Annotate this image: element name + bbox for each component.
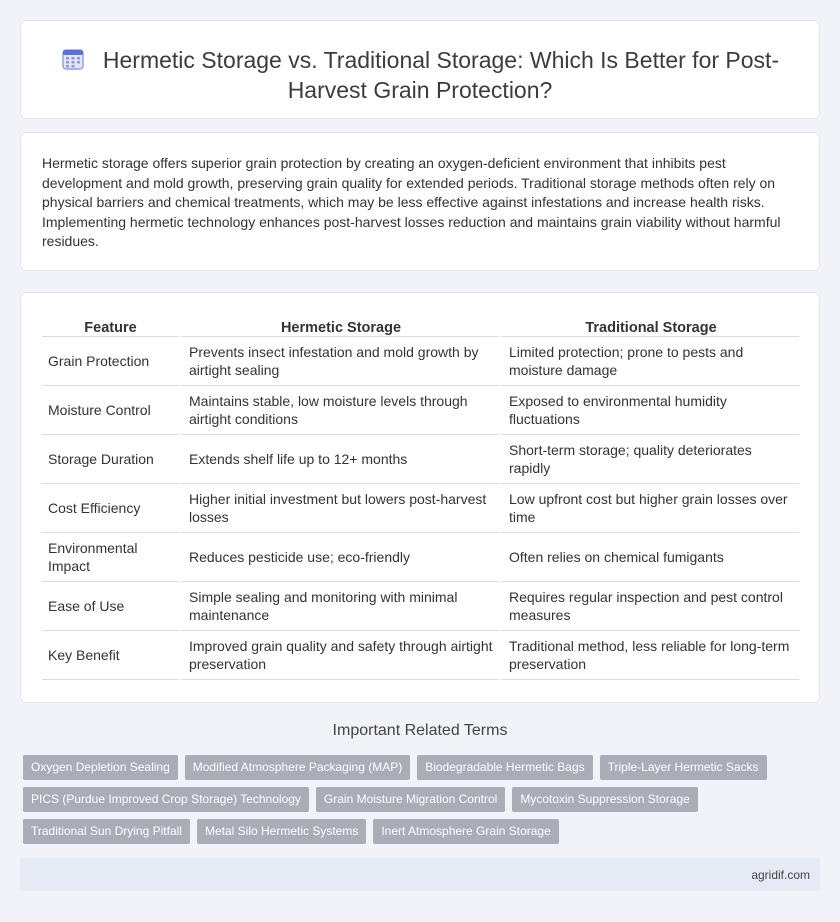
- hermetic-cell: Reduces pesticide use; eco-friendly: [179, 533, 499, 582]
- table-row: [42, 386, 799, 435]
- table-row: [42, 337, 799, 386]
- column-header-feature: Feature: [42, 315, 179, 337]
- tag-row: [23, 819, 783, 844]
- column-header-hermetic: Hermetic Storage: [179, 315, 499, 337]
- feature-cell: Environmental Impact: [42, 533, 179, 582]
- traditional-cell: Requires regular inspection and pest control measures: [499, 582, 799, 631]
- related-term-tag[interactable]: Traditional Sun Drying Pitfall: [23, 819, 190, 844]
- related-terms-heading: Important Related Terms: [332, 722, 508, 739]
- calendar-icon: [61, 47, 85, 71]
- footer-site-link[interactable]: agridif.com: [751, 868, 810, 882]
- related-term-tag[interactable]: Grain Moisture Migration Control: [316, 787, 505, 812]
- hermetic-cell: Maintains stable, low moisture levels through airtight conditions: [179, 386, 499, 435]
- table-row: [42, 533, 799, 582]
- footer-bar: [20, 858, 820, 891]
- hermetic-cell: Extends shelf life up to 12+ months: [179, 435, 499, 484]
- intro-paragraph: Hermetic storage offers superior grain protection by creating an oxygen-deficient environment that inhibits pest development and mold growth, preserving grain quality for extended periods. Traditional storage methods often rely on physical barriers and chemical treatments, which may be less effective against infestations and increase health risks. Implementing hermetic technology enhances post-harvest losses reduction and maintains grain viability without harmful residues.: [42, 155, 781, 250]
- table-row: [42, 582, 799, 631]
- related-term-tag[interactable]: Metal Silo Hermetic Systems: [197, 819, 366, 844]
- related-term-tag[interactable]: Inert Atmosphere Grain Storage: [373, 819, 558, 844]
- feature-cell: Key Benefit: [42, 631, 179, 680]
- related-term-tag[interactable]: Modified Atmosphere Packaging (MAP): [185, 755, 410, 780]
- traditional-cell: Limited protection; prone to pests and moisture damage: [499, 337, 799, 386]
- traditional-cell: Low upfront cost but higher grain losses over time: [499, 484, 799, 533]
- intro-card: [20, 132, 820, 271]
- table-row: [42, 484, 799, 533]
- related-term-tag[interactable]: Mycotoxin Suppression Storage: [512, 787, 697, 812]
- feature-cell: Ease of Use: [42, 582, 179, 631]
- related-term-tag[interactable]: Triple-Layer Hermetic Sacks: [600, 755, 767, 780]
- tag-row: [23, 755, 783, 780]
- traditional-cell: Short-term storage; quality deteriorates rapidly: [499, 435, 799, 484]
- column-header-traditional: Traditional Storage: [499, 315, 799, 337]
- related-term-tag[interactable]: Oxygen Depletion Sealing: [23, 755, 178, 780]
- hermetic-cell: Higher initial investment but lowers post-harvest losses: [179, 484, 499, 533]
- table-header-row: [42, 315, 799, 337]
- feature-cell: Cost Efficiency: [42, 484, 179, 533]
- comparison-table: [42, 315, 799, 680]
- related-term-tag[interactable]: PICS (Purdue Improved Crop Storage) Technology: [23, 787, 309, 812]
- page-title: Hermetic Storage vs. Traditional Storage: Which Is Better for Post-Harvest Grain Protection?: [102, 47, 780, 103]
- traditional-cell: Often relies on chemical fumigants: [499, 533, 799, 582]
- traditional-cell: Exposed to environmental humidity fluctuations: [499, 386, 799, 435]
- feature-cell: Grain Protection: [42, 337, 179, 386]
- traditional-cell: Traditional method, less reliable for long-term preservation: [499, 631, 799, 680]
- table-row: [42, 435, 799, 484]
- comparison-table-card: [20, 292, 820, 703]
- hermetic-cell: Prevents insect infestation and mold growth by airtight sealing: [179, 337, 499, 386]
- related-terms-tags: [23, 755, 783, 851]
- tag-row: [23, 787, 783, 812]
- page-title-wrap: [21, 45, 819, 105]
- table-row: [42, 631, 799, 680]
- feature-cell: Moisture Control: [42, 386, 179, 435]
- related-term-tag[interactable]: Biodegradable Hermetic Bags: [417, 755, 592, 780]
- hermetic-cell: Improved grain quality and safety through airtight preservation: [179, 631, 499, 680]
- title-card: [20, 20, 820, 119]
- feature-cell: Storage Duration: [42, 435, 179, 484]
- hermetic-cell: Simple sealing and monitoring with minimal maintenance: [179, 582, 499, 631]
